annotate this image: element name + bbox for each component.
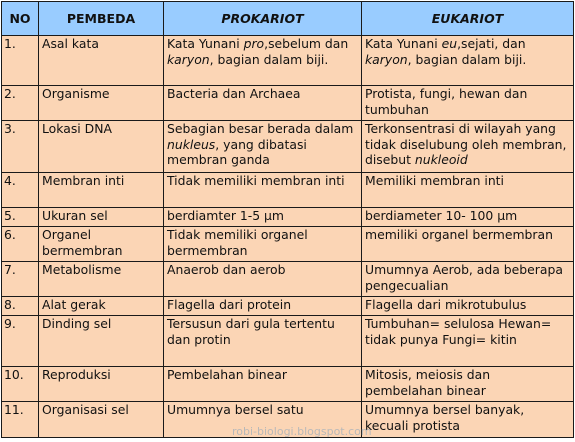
cell-eukariot: Kata Yunani eu,sejati, dan karyon, bagian dalam biji. <box>362 36 574 86</box>
cell-no: 2. <box>2 86 39 121</box>
cell-prokariot: Pembelahan binear <box>164 367 362 402</box>
cell-no: 3. <box>2 121 39 173</box>
header-prokariot: PROKARIOT <box>164 2 362 36</box>
cell-pembeda: Organisme <box>39 86 164 121</box>
cell-prokariot: Tidak memiliki membran inti <box>164 173 362 208</box>
cell-prokariot: berdiamter 1-5 µm <box>164 208 362 227</box>
header-no: NO <box>2 2 39 36</box>
header-pembeda: PEMBEDA <box>39 2 164 36</box>
cell-pembeda: Membran inti <box>39 173 164 208</box>
cell-no: 11. <box>2 402 39 438</box>
cell-eukariot: Mitosis, meiosis dan pembelahan binear <box>362 367 574 402</box>
cell-eukariot: Flagella dari mikrotubulus <box>362 297 574 316</box>
cell-pembeda: Asal kata <box>39 36 164 86</box>
cell-no: 8. <box>2 297 39 316</box>
table-row <box>2 297 574 316</box>
cell-no: 9. <box>2 316 39 367</box>
cell-pembeda: Ukuran sel <box>39 208 164 227</box>
cell-prokariot: Tersusun dari gula tertentu dan protin <box>164 316 362 367</box>
table-row <box>2 173 574 208</box>
cell-eukariot: Protista, fungi, hewan dan tumbuhan <box>362 86 574 121</box>
cell-no: 10. <box>2 367 39 402</box>
comparison-table <box>1 1 574 438</box>
header-eukariot: EUKARIOT <box>362 2 574 36</box>
cell-eukariot: memiliki organel bermembran <box>362 227 574 262</box>
cell-no: 1. <box>2 36 39 86</box>
cell-eukariot: berdiameter 10- 100 µm <box>362 208 574 227</box>
cell-prokariot: Sebagian besar berada dalam nukleus, yang dibatasi membran ganda <box>164 121 362 173</box>
cell-pembeda: Organel bermembran <box>39 227 164 262</box>
cell-pembeda: Dinding sel <box>39 316 164 367</box>
cell-no: 4. <box>2 173 39 208</box>
table-row <box>2 367 574 402</box>
cell-no: 7. <box>2 262 39 297</box>
cell-eukariot: Memiliki membran inti <box>362 173 574 208</box>
cell-eukariot: Umumnya Aerob, ada beberapa pengecualian <box>362 262 574 297</box>
cell-pembeda: Alat gerak <box>39 297 164 316</box>
cell-prokariot: Umumnya bersel satu <box>164 402 362 438</box>
cell-no: 5. <box>2 208 39 227</box>
cell-pembeda: Organisasi sel <box>39 402 164 438</box>
cell-eukariot: Tumbuhan= selulosa Hewan= tidak punya Fungi= kitin <box>362 316 574 367</box>
table-row <box>2 121 574 173</box>
cell-pembeda: Reproduksi <box>39 367 164 402</box>
cell-prokariot: Tidak memiliki organel bermembran <box>164 227 362 262</box>
cell-no: 6. <box>2 227 39 262</box>
table-row <box>2 36 574 86</box>
cell-eukariot: Terkonsentrasi di wilayah yang tidak diselubung oleh membran, disebut nukleoid <box>362 121 574 173</box>
table-row <box>2 262 574 297</box>
cell-prokariot: Flagella dari protein <box>164 297 362 316</box>
cell-prokariot: Anaerob dan aerob <box>164 262 362 297</box>
cell-pembeda: Lokasi DNA <box>39 121 164 173</box>
header-row <box>2 2 574 36</box>
cell-prokariot: Bacteria dan Archaea <box>164 86 362 121</box>
cell-eukariot: Umumnya bersel banyak, kecuali protista <box>362 402 574 438</box>
watermark: robi-biologi.blogspot.com <box>232 425 372 438</box>
cell-pembeda: Metabolisme <box>39 262 164 297</box>
table-row <box>2 316 574 367</box>
table-row <box>2 227 574 262</box>
table-row <box>2 86 574 121</box>
table-row <box>2 208 574 227</box>
cell-prokariot: Kata Yunani pro,sebelum dan karyon, bagian dalam biji. <box>164 36 362 86</box>
